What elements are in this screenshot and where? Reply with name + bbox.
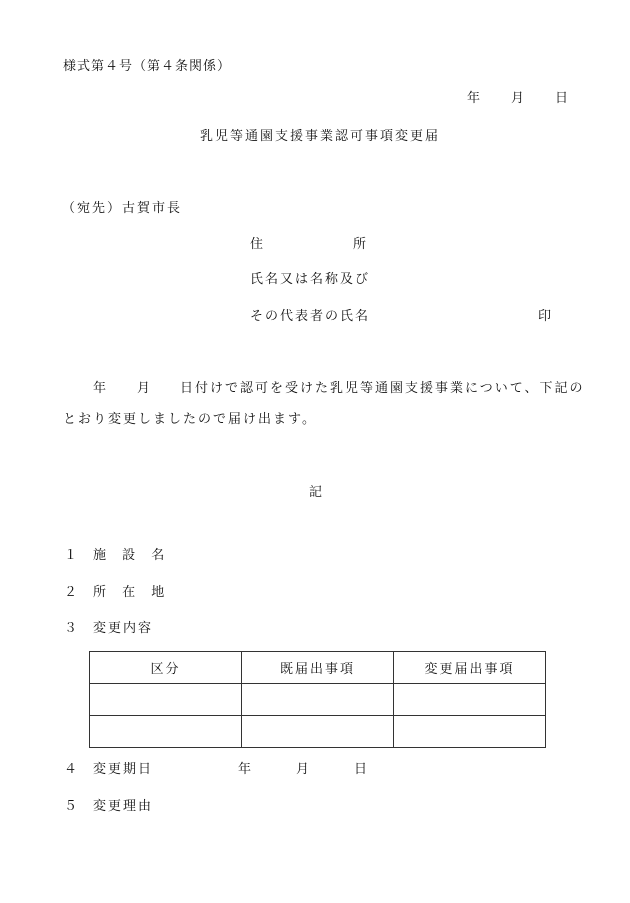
body-line1: 日付けで認可を受けた乳児等通園支援事業について、下記の xyxy=(180,381,585,396)
date-day-label: 日 xyxy=(555,91,570,106)
addressee: （宛先）古賀市長 xyxy=(62,201,183,216)
item-label-change-date: 変更期日 xyxy=(93,762,154,777)
item-number: ５ xyxy=(64,799,79,814)
item-label-location: 所 在 地 xyxy=(93,585,171,600)
table-cell[interactable] xyxy=(90,684,242,716)
header-changed: 変更届出事項 xyxy=(394,652,546,684)
change-date-month: 月 xyxy=(296,762,311,777)
item-label-change-reason: 変更理由 xyxy=(93,799,154,814)
table-row xyxy=(90,716,546,748)
table-row xyxy=(90,684,546,716)
header-category: 区分 xyxy=(90,652,242,684)
date-month-label: 月 xyxy=(511,91,526,106)
table-cell[interactable] xyxy=(242,684,394,716)
table-cell[interactable] xyxy=(394,684,546,716)
change-table xyxy=(89,651,546,748)
header-existing: 既届出事項 xyxy=(242,652,394,684)
table-cell[interactable] xyxy=(242,716,394,748)
table-header-row xyxy=(90,652,546,684)
change-date-day: 日 xyxy=(354,762,369,777)
item-label-facility-name: 施 設 名 xyxy=(93,548,171,563)
table-cell[interactable] xyxy=(90,716,242,748)
item-label-change-content: 変更内容 xyxy=(93,621,154,636)
ki-heading: 記 xyxy=(309,485,324,500)
item-number: １ xyxy=(64,548,79,563)
body-year: 年 xyxy=(93,381,108,396)
address-label-char1: 住 xyxy=(250,237,265,252)
item-number: ４ xyxy=(64,762,79,777)
item-number: ３ xyxy=(64,621,79,636)
document-title: 乳児等通園支援事業認可事項変更届 xyxy=(200,129,441,144)
body-month: 月 xyxy=(137,381,152,396)
address-label-char2: 所 xyxy=(353,237,368,252)
form-label: 様式第４号（第４条関係） xyxy=(63,59,232,74)
change-date-year: 年 xyxy=(238,762,253,777)
date-year-label: 年 xyxy=(467,91,482,106)
table-cell[interactable] xyxy=(394,716,546,748)
seal-mark: 印 xyxy=(538,309,553,324)
name-label-line2: その代表者の氏名 xyxy=(250,309,371,324)
item-number: ２ xyxy=(64,585,79,600)
name-label-line1: 氏名又は名称及び xyxy=(250,272,371,287)
body-line2: とおり変更しましたので届け出ます。 xyxy=(63,412,317,427)
